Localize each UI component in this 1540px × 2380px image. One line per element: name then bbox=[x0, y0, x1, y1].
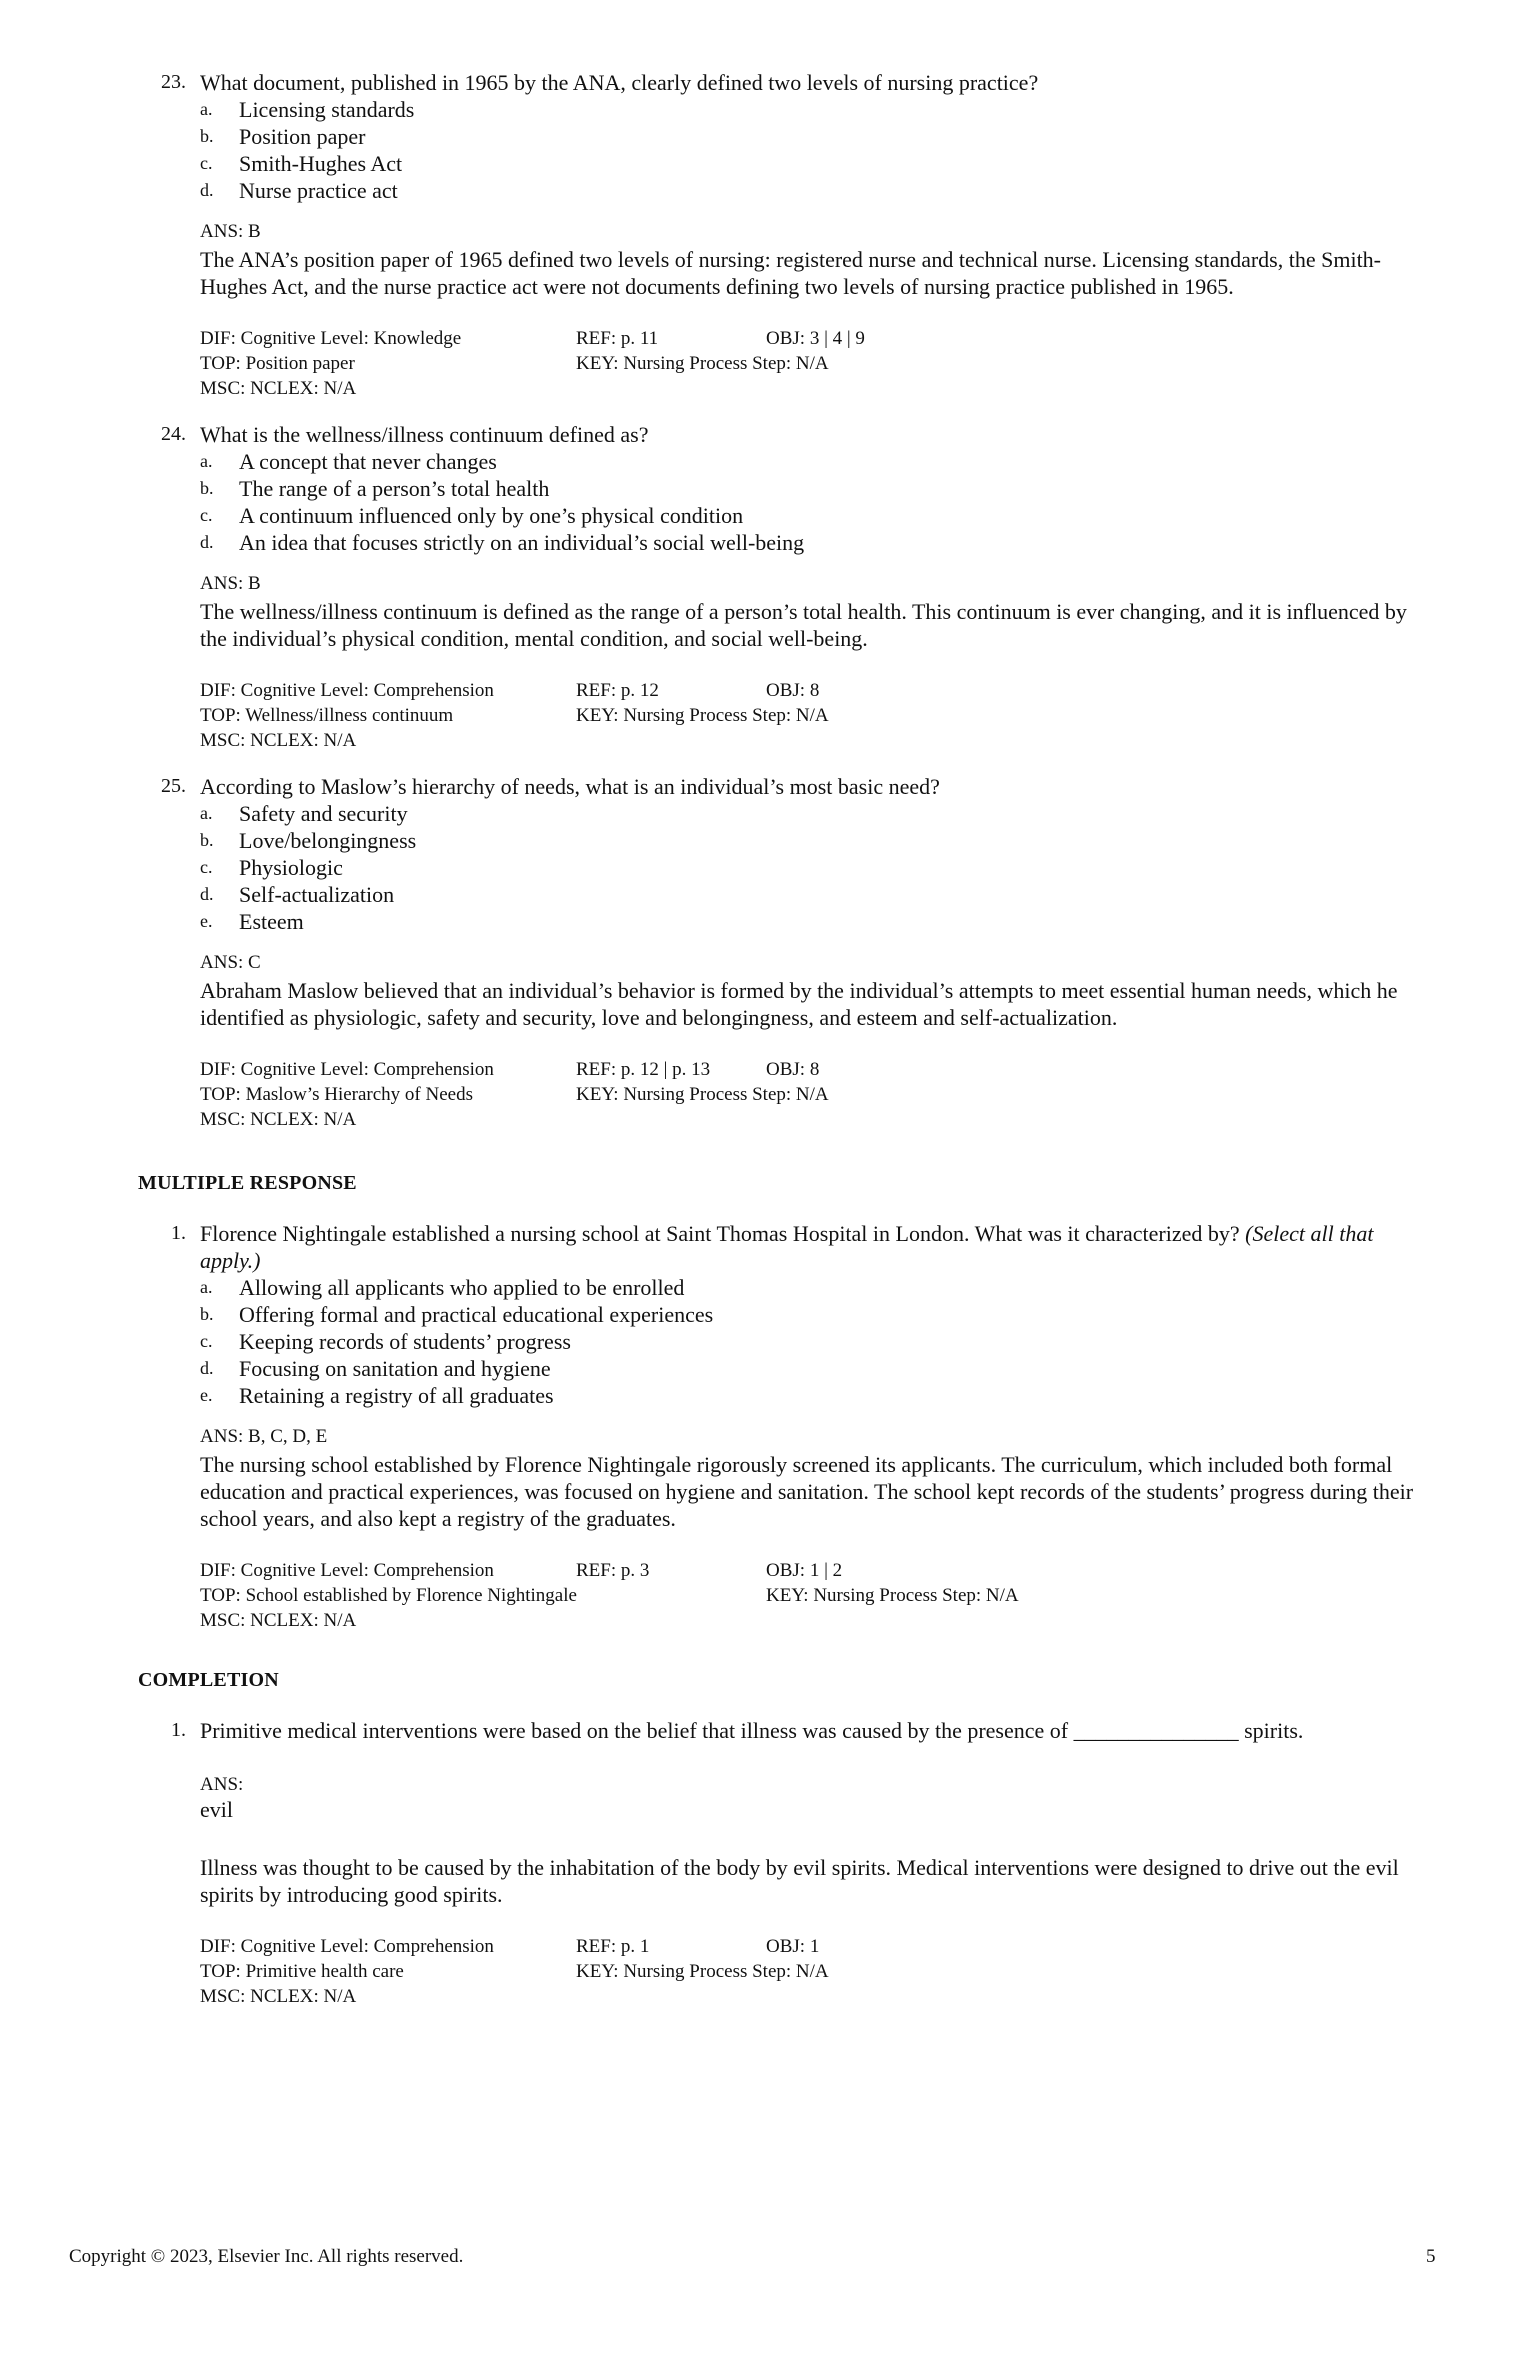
option-text: Safety and security bbox=[239, 801, 408, 826]
option-letter: d. bbox=[200, 532, 214, 552]
option-letter: d. bbox=[200, 1358, 214, 1378]
option-letter: e. bbox=[200, 1385, 213, 1405]
option-text: Licensing standards bbox=[239, 97, 415, 122]
option-text: Allowing all applicants who applied to be enrolled bbox=[239, 1275, 685, 1300]
meta-objective: OBJ: 8 bbox=[766, 680, 820, 701]
section-heading-multiple-response: MULTIPLE RESPONSE bbox=[138, 1172, 357, 1194]
option-letter: b. bbox=[200, 478, 214, 498]
option-d bbox=[0, 1355, 1540, 1382]
meta-topic: TOP: Position paper bbox=[200, 353, 355, 374]
option-b bbox=[0, 475, 1540, 502]
meta-key: KEY: Nursing Process Step: N/A bbox=[576, 1084, 829, 1105]
rationale: The ANA’s position paper of 1965 defined two levels of nursing: registered nurse and technical nurse. Licensing standards, the Smith-Hughes Act, and the nurse practice act were not documents defining two levels of nursing practice published in 1965. bbox=[200, 247, 1382, 299]
meta-difficulty: DIF: Cognitive Level: Comprehension bbox=[200, 1936, 494, 1957]
answer-key: ANS: B, C, D, E bbox=[200, 1426, 328, 1447]
question-metadata bbox=[200, 678, 1430, 753]
meta-topic: TOP: Maslow’s Hierarchy of Needs bbox=[200, 1084, 473, 1105]
answer-block bbox=[200, 1424, 1430, 1633]
meta-key: KEY: Nursing Process Step: N/A bbox=[576, 353, 829, 374]
meta-msc: MSC: NCLEX: N/A bbox=[200, 1109, 357, 1130]
answer-block bbox=[200, 950, 1430, 1132]
answer-key: ANS: B bbox=[200, 573, 261, 594]
option-text: Focusing on sanitation and hygiene bbox=[239, 1356, 551, 1381]
option-letter: a. bbox=[200, 803, 213, 823]
meta-difficulty: DIF: Cognitive Level: Knowledge bbox=[200, 328, 462, 349]
option-text: Love/belongingness bbox=[239, 828, 417, 853]
option-list bbox=[0, 800, 1540, 935]
question-metadata bbox=[200, 1558, 1430, 1633]
meta-msc: MSC: NCLEX: N/A bbox=[200, 1610, 357, 1631]
option-letter: a. bbox=[200, 451, 213, 471]
question-23 bbox=[0, 69, 1540, 401]
question-number: 25. bbox=[161, 775, 186, 797]
meta-difficulty: DIF: Cognitive Level: Comprehension bbox=[200, 680, 494, 701]
meta-difficulty: DIF: Cognitive Level: Comprehension bbox=[200, 1059, 494, 1080]
meta-key: KEY: Nursing Process Step: N/A bbox=[576, 705, 829, 726]
option-c bbox=[0, 1328, 1540, 1355]
page-number: 5 bbox=[1426, 2246, 1436, 2267]
answer-value: evil bbox=[200, 1797, 233, 1822]
option-b bbox=[0, 827, 1540, 854]
question-number: 1. bbox=[171, 1222, 186, 1244]
meta-reference: REF: p. 1 bbox=[576, 1936, 650, 1957]
meta-reference: REF: p. 12 | p. 13 bbox=[576, 1059, 711, 1080]
option-letter: d. bbox=[200, 884, 214, 904]
meta-topic: TOP: Wellness/illness continuum bbox=[200, 705, 454, 726]
option-text: Nurse practice act bbox=[239, 178, 398, 203]
meta-reference: REF: p. 12 bbox=[576, 680, 659, 701]
section-heading-completion: COMPLETION bbox=[138, 1669, 279, 1691]
option-b bbox=[0, 123, 1540, 150]
option-letter: a. bbox=[200, 99, 213, 119]
question-25 bbox=[0, 773, 1540, 1132]
option-c bbox=[0, 854, 1540, 881]
option-d bbox=[0, 881, 1540, 908]
option-e bbox=[0, 908, 1540, 935]
option-letter: b. bbox=[200, 1304, 214, 1324]
meta-objective: OBJ: 3 | 4 | 9 bbox=[766, 328, 865, 349]
question-stem-text: Florence Nightingale established a nursing school at Saint Thomas Hospital in London. What was it characterized by? bbox=[200, 1221, 1240, 1246]
answer-block bbox=[200, 1772, 1540, 1822]
option-text: A continuum influenced only by one’s physical condition bbox=[239, 503, 744, 528]
option-letter: a. bbox=[200, 1277, 213, 1297]
meta-msc: MSC: NCLEX: N/A bbox=[200, 730, 357, 751]
answer-detail bbox=[200, 1854, 1430, 2009]
option-text: Offering formal and practical educational experiences bbox=[239, 1302, 714, 1327]
question-metadata bbox=[200, 1934, 1430, 2009]
meta-objective: OBJ: 1 | 2 bbox=[766, 1560, 843, 1581]
option-letter: b. bbox=[200, 830, 214, 850]
option-c bbox=[0, 502, 1540, 529]
option-a bbox=[0, 448, 1540, 475]
meta-reference: REF: p. 11 bbox=[576, 328, 659, 349]
option-a bbox=[0, 800, 1540, 827]
option-list bbox=[0, 448, 1540, 556]
meta-objective: OBJ: 8 bbox=[766, 1059, 820, 1080]
meta-topic: TOP: Primitive health care bbox=[200, 1961, 404, 1982]
question-number: 23. bbox=[161, 71, 186, 93]
question-stem bbox=[200, 1220, 1420, 1274]
question-metadata bbox=[200, 326, 1430, 401]
option-d bbox=[0, 177, 1540, 204]
option-letter: c. bbox=[200, 505, 213, 525]
option-letter: c. bbox=[200, 1331, 213, 1351]
meta-objective: OBJ: 1 bbox=[766, 1936, 820, 1957]
select-all-instruction: (Select all that apply.) bbox=[200, 1221, 1374, 1273]
option-text: Keeping records of students’ progress bbox=[239, 1329, 571, 1354]
rationale: Abraham Maslow believed that an individual’s behavior is formed by the individual’s attempts to meet essential human needs, which he identified as physiologic, safety and security, love and belongingness, and esteem and self-actualization. bbox=[200, 978, 1398, 1030]
option-c bbox=[0, 150, 1540, 177]
meta-msc: MSC: NCLEX: N/A bbox=[200, 378, 357, 399]
question-number: 1. bbox=[171, 1719, 186, 1741]
option-letter: b. bbox=[200, 126, 214, 146]
completion-question-1 bbox=[0, 1717, 1540, 2009]
question-number: 24. bbox=[161, 423, 186, 445]
rationale: The nursing school established by Florence Nightingale rigorously screened its applicants. The curriculum, which included both formal education and practical experiences, was focused on hygiene and sanitation. The school kept records of the students’ progress during their school years, and also kept a registry of the graduates. bbox=[200, 1452, 1414, 1531]
meta-key: KEY: Nursing Process Step: N/A bbox=[576, 1961, 829, 1982]
question-stem: What is the wellness/illness continuum defined as? bbox=[200, 422, 649, 447]
meta-msc: MSC: NCLEX: N/A bbox=[200, 1986, 357, 2007]
question-stem: What document, published in 1965 by the ANA, clearly defined two levels of nursing practice? bbox=[200, 70, 1039, 95]
answer-block bbox=[200, 571, 1430, 753]
answer-label: ANS: bbox=[200, 1774, 244, 1795]
rationale: Illness was thought to be caused by the inhabitation of the body by evil spirits. Medical interventions were designed to drive out the evil spirits by introducing good spirits. bbox=[200, 1855, 1399, 1907]
option-text: A concept that never changes bbox=[239, 449, 497, 474]
meta-key: KEY: Nursing Process Step: N/A bbox=[766, 1585, 1019, 1606]
option-e bbox=[0, 1382, 1540, 1409]
option-letter: d. bbox=[200, 180, 214, 200]
question-stem: According to Maslow’s hierarchy of needs, what is an individual’s most basic need? bbox=[200, 774, 940, 799]
question-stem: Primitive medical interventions were based on the belief that illness was caused by the presence of _______________ spirits. bbox=[200, 1718, 1304, 1743]
option-text: Smith-Hughes Act bbox=[239, 151, 403, 176]
option-text: Physiologic bbox=[239, 855, 343, 880]
option-text: Retaining a registry of all graduates bbox=[239, 1383, 554, 1408]
question-metadata bbox=[200, 1057, 1430, 1132]
option-a bbox=[0, 96, 1540, 123]
meta-reference: REF: p. 3 bbox=[576, 1560, 650, 1581]
meta-difficulty: DIF: Cognitive Level: Comprehension bbox=[200, 1560, 494, 1581]
question-24 bbox=[0, 421, 1540, 753]
option-a bbox=[0, 1274, 1540, 1301]
option-text: Position paper bbox=[239, 124, 366, 149]
option-text: Esteem bbox=[239, 909, 304, 934]
option-letter: c. bbox=[200, 153, 213, 173]
option-d bbox=[0, 529, 1540, 556]
option-text: The range of a person’s total health bbox=[239, 476, 550, 501]
copyright-notice: Copyright © 2023, Elsevier Inc. All rights reserved. bbox=[69, 2246, 464, 2267]
option-letter: e. bbox=[200, 911, 213, 931]
meta-topic: TOP: School established by Florence Nightingale bbox=[200, 1585, 577, 1606]
answer-block bbox=[200, 219, 1430, 401]
option-text: Self-actualization bbox=[239, 882, 395, 907]
multiple-response-question-1 bbox=[0, 1220, 1540, 1633]
option-letter: c. bbox=[200, 857, 213, 877]
option-text: An idea that focuses strictly on an individual’s social well-being bbox=[239, 530, 805, 555]
answer-key: ANS: C bbox=[200, 952, 261, 973]
option-list bbox=[0, 96, 1540, 204]
option-list bbox=[0, 1274, 1540, 1409]
rationale: The wellness/illness continuum is defined as the range of a person’s total health. This continuum is ever changing, and it is influenced by the individual’s physical condition, mental condition, and social well-being. bbox=[200, 599, 1407, 651]
answer-key: ANS: B bbox=[200, 221, 261, 242]
option-b bbox=[0, 1301, 1540, 1328]
